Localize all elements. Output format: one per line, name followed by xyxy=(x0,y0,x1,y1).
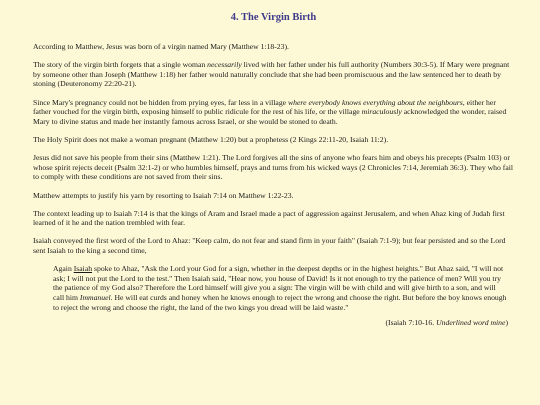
text-run: acknowledged the wonder, raised Mary to divine status and made her instantly famous across Israel, or she would be stoned to death. xyxy=(33,107,507,126)
text-run: Jesus did not save his people from their sins (Matthew 1:21). The Lord forgives all the sins of anyone who fears him and obeys his precepts (Psalm 103) or whose spirit rejects deceit (Psalm 32:1-2) or who humbles himself, prays and turns from his wicked ways (2 Chronicles 7:14, Jeremiah 36:3). They who fail to comply with these conditions are not saved from their sins. xyxy=(33,153,514,182)
page-title: 4. The Virgin Birth xyxy=(230,12,317,23)
text-run: , either her father vouched for the virgin birth, exposing himself to public ridicule for the rest of his life, or the village xyxy=(33,97,496,117)
paragraph-p3 xyxy=(33,98,514,127)
text-run: The Holy Spirit does not make a woman pregnant (Matthew 1:20) but a prophetess (2 Kings 22:11-20, Isaiah 11:2). xyxy=(33,134,389,144)
text-run: Immanuel xyxy=(79,293,111,303)
text-run: (Isaiah 7:10-16. xyxy=(385,318,437,328)
text-run: necessarily xyxy=(207,60,242,70)
text-run: ) xyxy=(505,318,508,328)
text-run: The context leading up to Isaiah 7:14 is that the kings of Aram and Israel made a pact of aggression against Jerusalem, and when Ahaz king of Judah first learned of it he and the nation trembled with fear. xyxy=(33,208,505,228)
text-run: Since Mary's pregnancy could not be hidden from prying eyes, far less in a village xyxy=(33,97,289,107)
paragraph-p1 xyxy=(33,42,514,52)
text-run: Matthew attempts to justify his yarn by resorting to Isaiah 7:14 on Matthew 1:22-23. xyxy=(33,190,294,200)
scripture-quote xyxy=(53,264,508,328)
text-run: Isaiah conveyed the first word of the Lord to Ahaz: "Keep calm, do not fear and stand firm in your faith" (Isaiah 7:1-9); but fear persisted and so the Lord sent Isaiah to the king a second time, xyxy=(33,236,506,256)
paragraph-p7 xyxy=(33,209,514,228)
paragraph-p2 xyxy=(33,60,514,89)
text-run: where everybody knows everything about the neighbours xyxy=(288,97,463,107)
text-run: According to Matthew, Jesus was born of a virgin named Mary (Matthew 1:18-23). xyxy=(33,42,289,51)
body-text xyxy=(33,42,514,256)
text-run: The story of the virgin birth forgets that a single woman xyxy=(33,60,208,70)
text-run: lived with her father under his full authority (Numbers 30:3-5). If Mary were pregnant by someone other than Joseph (Matthew 1:18) her father would naturally conclude that she had been promiscuous and the law sentenced her to death by stoning (Deuteronomy 22:20-21). xyxy=(33,60,510,89)
paragraph-p5 xyxy=(33,153,514,182)
paragraph-p8 xyxy=(33,236,514,255)
text-run: miraculously xyxy=(361,107,402,117)
text-run: Again xyxy=(53,264,74,274)
text-run: spoke to Ahaz, "Ask the Lord your God for a sign, whether in the deepest depths or in the highest heights." But Ahaz said, "I will not ask; I will not put the Lord to the test." Then Isaiah said, "Hear now, you house of David! Is it not enough to try the patience of men? Will you try the patience of my God also? Therefore the Lord himself will give you a sign: The virgin will be with child and will give birth to a son, and will call him xyxy=(53,264,504,303)
quote-text xyxy=(53,264,508,312)
text-run: Underlined word mine xyxy=(436,318,506,328)
paragraph-p6 xyxy=(33,191,514,201)
quote-citation xyxy=(53,318,508,328)
text-run: Isaiah xyxy=(73,264,93,274)
paragraph-p4 xyxy=(33,135,514,145)
text-run: . He will eat curds and honey when he knows enough to reject the wrong and choose the right. But before the boy knows enough to reject the wrong and choose the right, the land of the two kings you dread will be laid waste." xyxy=(53,293,507,312)
